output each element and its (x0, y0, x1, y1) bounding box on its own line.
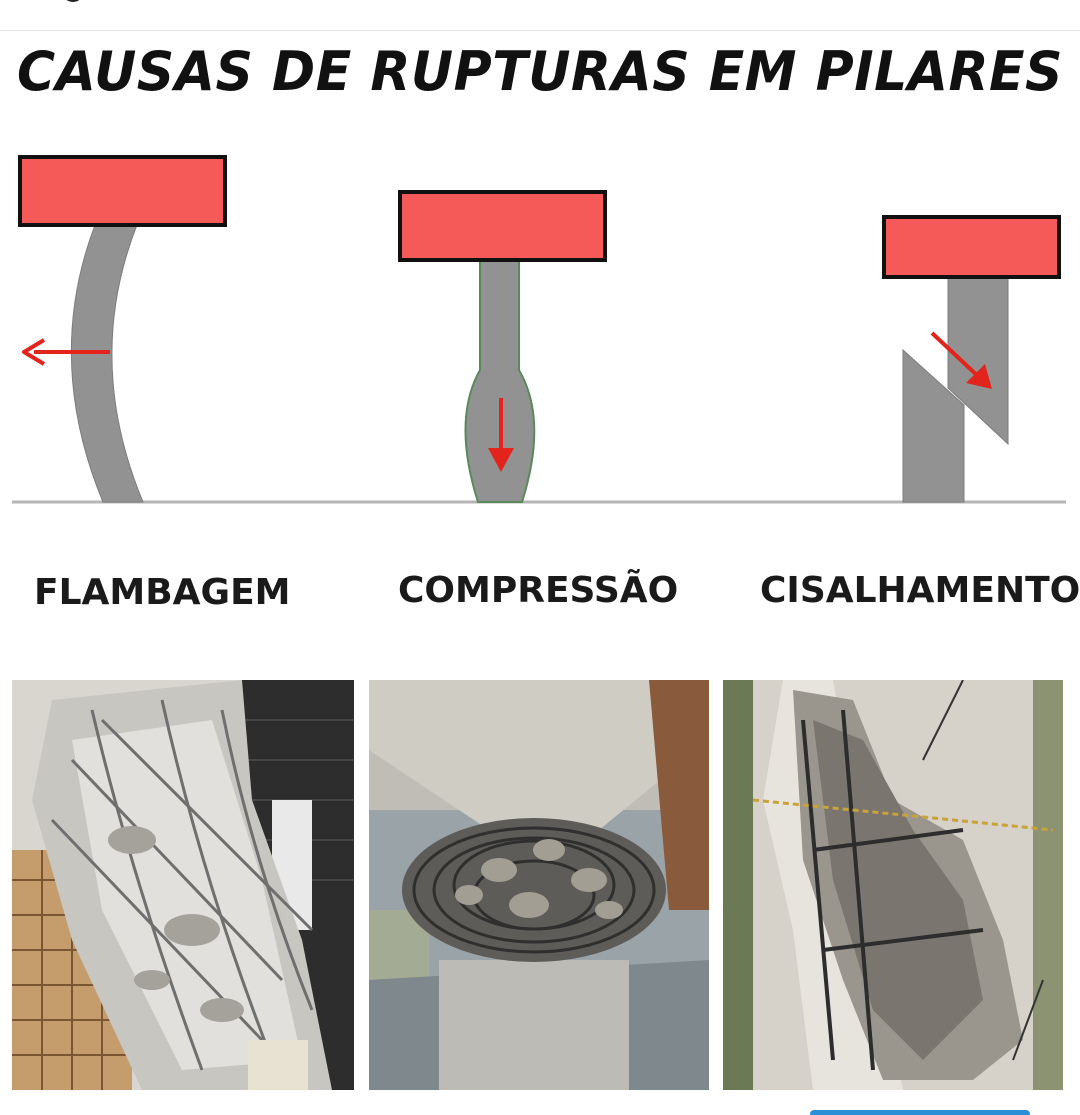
header-divider (0, 30, 1080, 31)
action-button-edge[interactable] (810, 1110, 1030, 1115)
crushed-column-photo (369, 680, 709, 1090)
avatar (62, 0, 84, 2)
buckled-column-photo (12, 680, 354, 1090)
failure-modes-diagram (0, 130, 1080, 530)
label-flambagem: FLAMBAGEM (34, 572, 291, 613)
page-title: CAUSAS DE RUPTURAS EM PILARES (17, 40, 1063, 104)
shear-column-diagram (884, 217, 1059, 502)
compression-column-diagram (400, 192, 605, 502)
buckling-column-diagram (20, 157, 225, 502)
sheared-column-photo (723, 680, 1063, 1090)
buckled-column (71, 225, 143, 502)
label-compressao: COMPRESSÃO (398, 570, 679, 611)
beam-block (20, 157, 225, 225)
label-cisalhamento: CISALHAMENTO (760, 570, 1080, 611)
beam-block (400, 192, 605, 260)
beam-block (884, 217, 1059, 277)
